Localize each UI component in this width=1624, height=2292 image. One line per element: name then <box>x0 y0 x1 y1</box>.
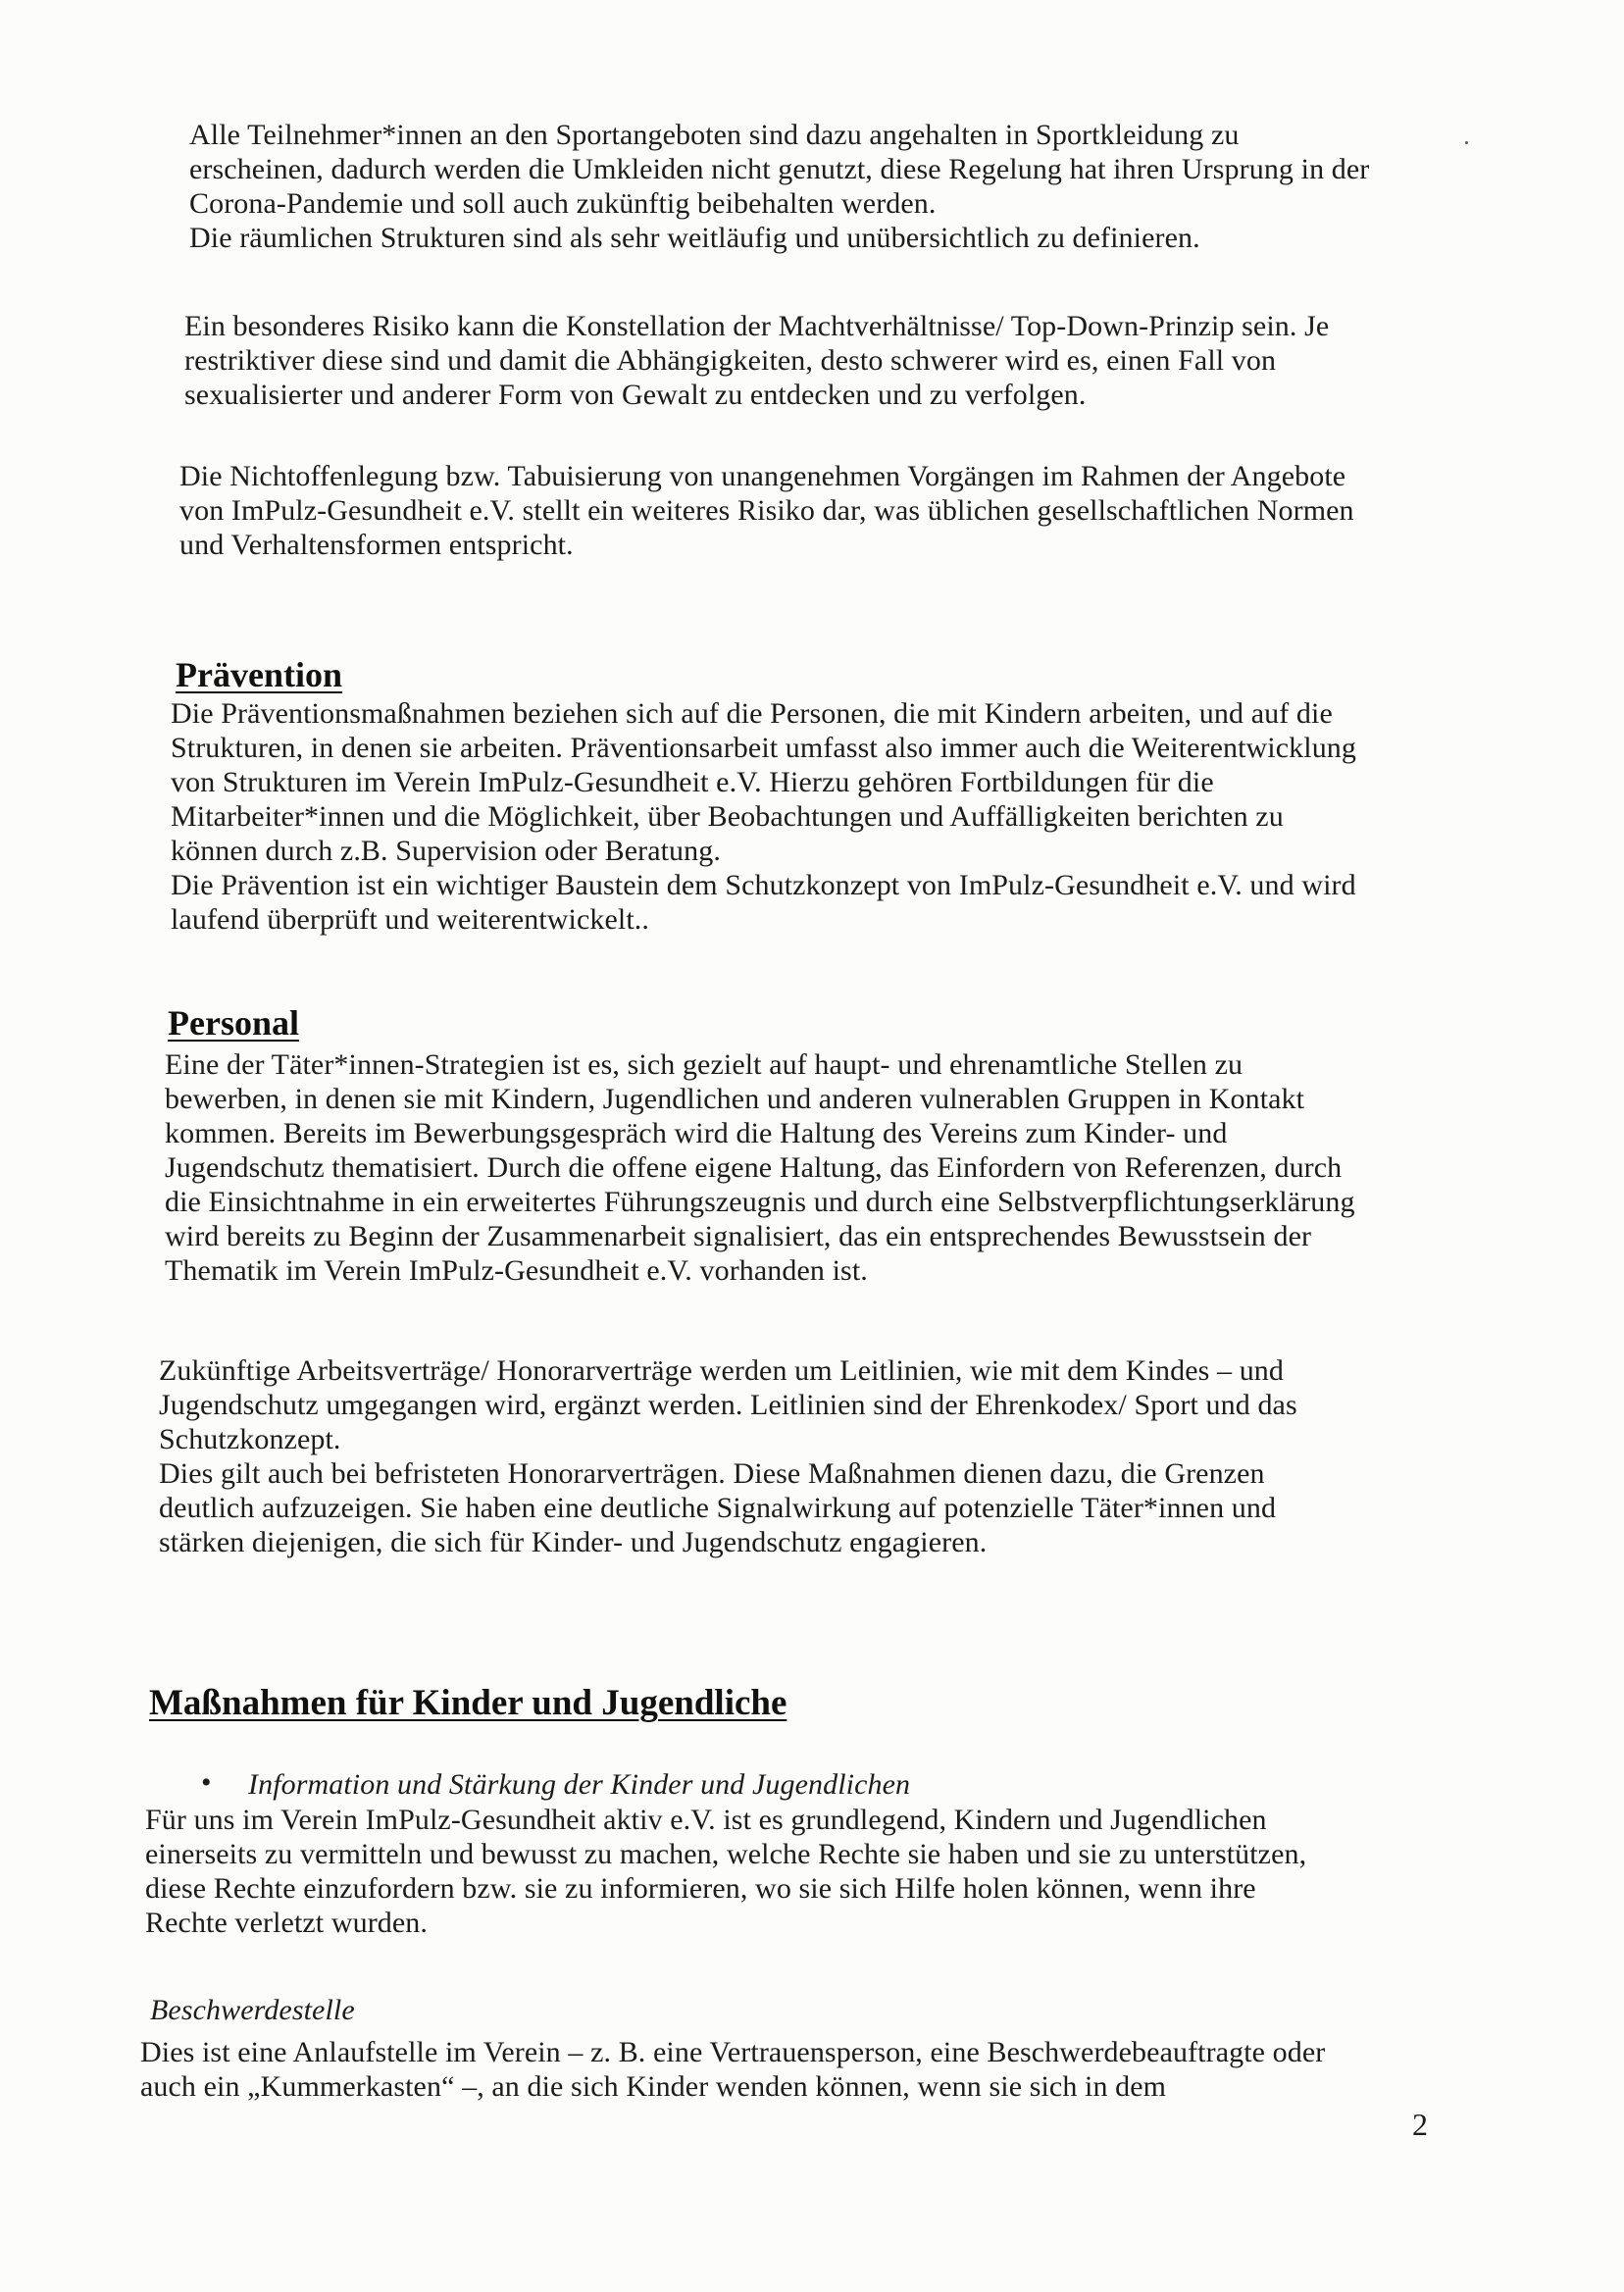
text-line: von Strukturen im Verein ImPulz-Gesundheit e.V. Hierzu gehören Fortbildungen für die <box>171 766 1214 798</box>
section-heading-massnahmen: Maßnahmen für Kinder und Jugendliche <box>149 1683 787 1723</box>
text-line: einerseits zu vermitteln und bewusst zu machen, welche Rechte sie haben und sie zu unterstützen, <box>145 1838 1307 1870</box>
beschwerdestelle-paragraph <box>140 2035 1325 2104</box>
text-line: Zukünftige Arbeitsverträge/ Honorarverträge werden um Leitlinien, wie mit dem Kindes – und <box>159 1354 1284 1387</box>
text-line: laufend überprüft und weiterentwickelt.. <box>171 903 649 936</box>
personal-paragraph-1 <box>165 1047 1355 1288</box>
text-line: die Einsichtnahme in ein erweitertes Führungszeugnis und durch eine Selbstverpflichtungserklärung <box>165 1186 1355 1218</box>
text-line: können durch z.B. Supervision oder Beratung. <box>171 835 721 867</box>
text-line: auch ein „Kummerkasten“ –, an die sich Kinder wenden können, wenn sie sich in dem <box>140 2070 1167 2103</box>
text-line: bewerben, in denen sie mit Kindern, Jugendlichen und anderen vulnerablen Gruppen in Kontakt <box>165 1083 1305 1115</box>
text-line: Jugendschutz thematisiert. Durch die offene eigene Haltung, das Einfordern von Referenzen, durch <box>165 1151 1343 1184</box>
text-line: von ImPulz-Gesundheit e.V. stellt ein weiteres Risiko dar, was üblichen gesellschaftlichen Normen <box>179 494 1354 527</box>
text-line: wird bereits zu Beginn der Zusammenarbeit signalisiert, das ein entsprechendes Bewusstsein der <box>165 1220 1312 1252</box>
text-line: Schutzkonzept. <box>159 1423 341 1455</box>
text-line: Dies ist eine Anlaufstelle im Verein – z. B. eine Vertrauensperson, eine Beschwerdebeauftragte oder <box>140 2036 1326 2068</box>
text-line: und Verhaltensformen entspricht. <box>179 529 574 561</box>
text-line: stärken diejenigen, die sich für Kinder- und Jugendschutz engagieren. <box>159 1526 988 1558</box>
praevention-paragraph <box>171 696 1356 937</box>
beschwerdestelle-title: Beschwerdestelle <box>150 1994 355 2026</box>
text-line: diese Rechte einzufordern bzw. sie zu informieren, wo sie sich Hilfe holen können, wenn ihre <box>145 1872 1256 1905</box>
text-line: Die Prävention ist ein wichtiger Baustein dem Schutzkonzept von ImPulz-Gesundheit e.V. und wird <box>171 869 1356 901</box>
bullet-point: • <box>201 1766 212 1799</box>
text-line: restriktiver diese sind und damit die Abhängigkeiten, desto schwerer wird es, einen Fall von <box>184 344 1277 377</box>
scan-speck <box>1465 141 1468 144</box>
bullet-title: Information und Stärkung der Kinder und Jugendlichen <box>248 1768 911 1801</box>
text-line: Alle Teilnehmer*innen an den Sportangeboten sind dazu angehalten in Sportkleidung zu <box>189 119 1240 151</box>
intro-paragraph-1 <box>189 118 1369 255</box>
text-line: Jugendschutz umgegangen wird, ergänzt werden. Leitlinien sind der Ehrenkodex/ Sport und das <box>159 1389 1297 1421</box>
text-line: Rechte verletzt wurden. <box>145 1907 429 1939</box>
text-line: Mitarbeiter*innen und die Möglichkeit, über Beobachtungen und Auffälligkeiten berichten zu <box>171 800 1284 833</box>
text-line: Strukturen, in denen sie arbeiten. Präventionsarbeit umfasst also immer auch die Weiterentwicklung <box>171 732 1356 764</box>
intro-paragraph-3 <box>179 459 1354 562</box>
personal-paragraph-2 <box>159 1353 1297 1559</box>
text-line: Corona-Pandemie und soll auch zukünftig beibehalten werden. <box>189 187 937 220</box>
text-line: Ein besonderes Risiko kann die Konstellation der Machtverhältnisse/ Top-Down-Prinzip sein. Je <box>184 310 1330 342</box>
page-number: 2 <box>1412 2107 1428 2142</box>
section-heading-personal: Personal <box>168 1003 299 1043</box>
intro-paragraph-2 <box>184 309 1329 412</box>
section-heading-praevention: Prävention <box>176 655 342 694</box>
text-line: sexualisierter und anderer Form von Gewalt zu entdecken und zu verfolgen. <box>184 379 1087 411</box>
text-line: Thematik im Verein ImPulz-Gesundheit e.V. vorhanden ist. <box>165 1254 868 1287</box>
text-line: Dies gilt auch bei befristeten Honorarverträgen. Diese Maßnahmen dienen dazu, die Grenzen <box>159 1457 1265 1490</box>
massnahmen-paragraph <box>145 1803 1306 1940</box>
text-line: erscheinen, dadurch werden die Umkleiden nicht genutzt, diese Regelung hat ihren Ursprung in der <box>189 153 1370 185</box>
text-line: Eine der Täter*innen-Strategien ist es, sich gezielt auf haupt- und ehrenamtliche Stellen zu <box>165 1048 1243 1081</box>
text-line: Die Nichtoffenlegung bzw. Tabuisierung von unangenehmen Vorgängen im Rahmen der Angebote <box>179 460 1346 492</box>
text-line: Die Präventionsmaßnahmen beziehen sich auf die Personen, die mit Kindern arbeiten, und auf die <box>171 697 1333 730</box>
text-line: Die räumlichen Strukturen sind als sehr weitläufig und unübersichtlich zu definieren. <box>189 222 1200 254</box>
text-line: kommen. Bereits im Bewerbungsgespräch wird die Haltung des Vereins zum Kinder- und <box>165 1117 1228 1149</box>
text-line: Für uns im Verein ImPulz-Gesundheit aktiv e.V. ist es grundlegend, Kindern und Jugendlichen <box>145 1804 1267 1836</box>
text-line: deutlich aufzuzeigen. Sie haben eine deutliche Signalwirkung auf potenzielle Täter*innen und <box>159 1492 1277 1524</box>
